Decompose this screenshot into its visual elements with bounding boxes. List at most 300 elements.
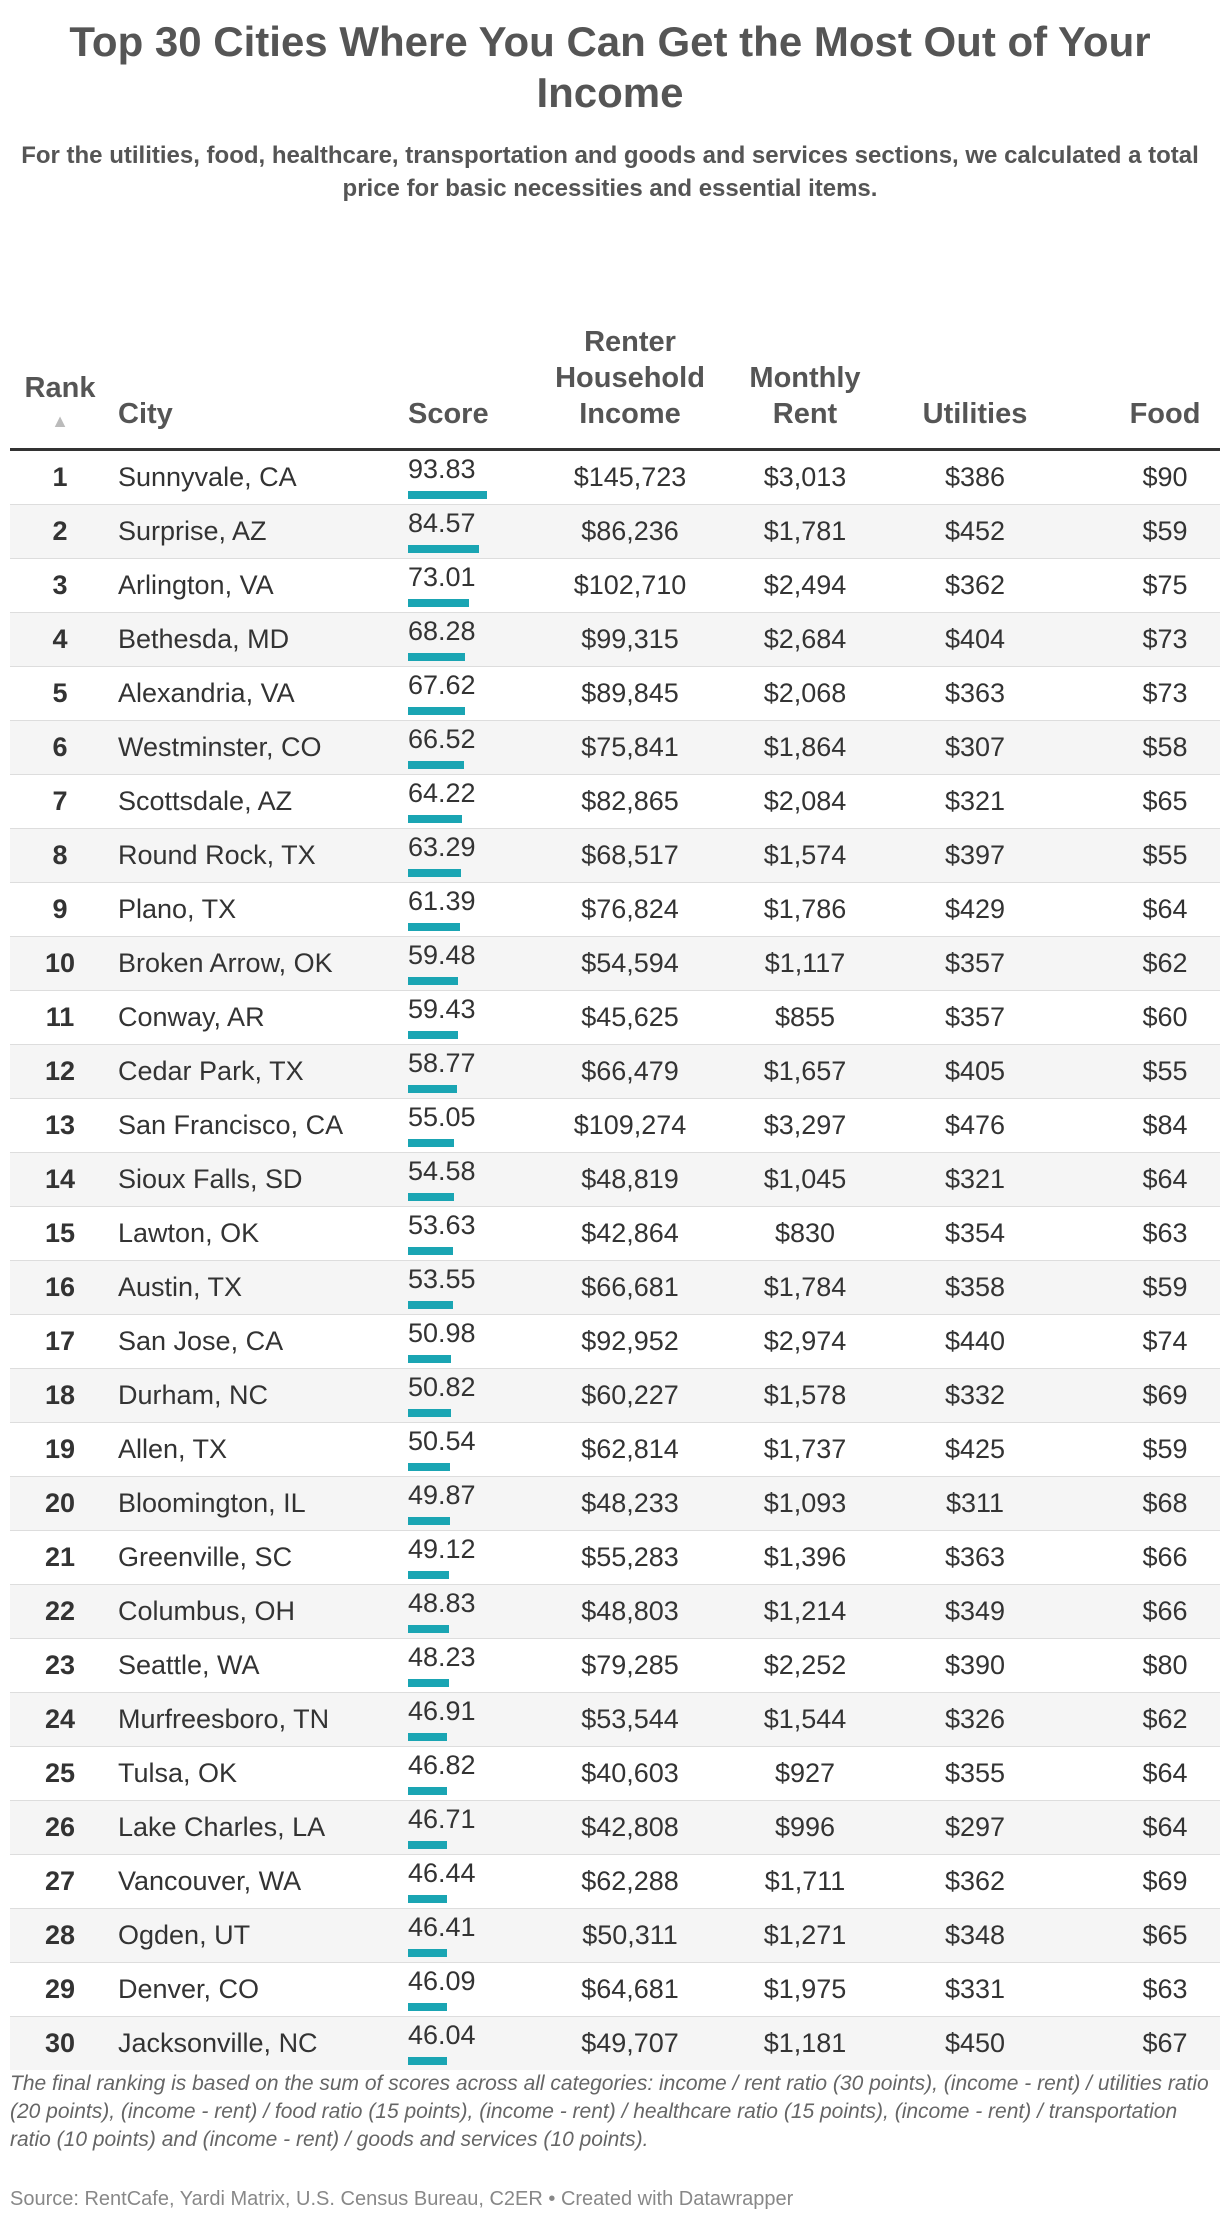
city-cell: Broken Arrow, OK xyxy=(110,937,400,991)
rank-cell: 10 xyxy=(10,937,110,991)
score-cell xyxy=(400,1639,540,1693)
rent-cell: $1,396 xyxy=(720,1531,890,1585)
rent-cell: $1,271 xyxy=(720,1909,890,1963)
rent-cell: $1,786 xyxy=(720,883,890,937)
score-bar xyxy=(408,1733,447,1741)
utilities-cell: $429 xyxy=(890,883,1060,937)
utilities-cell: $425 xyxy=(890,1423,1060,1477)
table-row xyxy=(10,1045,1220,1099)
score-bar xyxy=(408,1085,457,1093)
score-bar xyxy=(408,1409,451,1417)
table-row xyxy=(10,1585,1220,1639)
income-cell: $62,814 xyxy=(540,1423,720,1477)
city-cell: Denver, CO xyxy=(110,1963,400,2017)
rent-cell: $3,297 xyxy=(720,1099,890,1153)
utilities-cell: $331 xyxy=(890,1963,1060,2017)
rank-cell: 14 xyxy=(10,1153,110,1207)
rank-cell: 17 xyxy=(10,1315,110,1369)
food-cell: $73 xyxy=(1060,667,1220,721)
table-row xyxy=(10,667,1220,721)
score-cell xyxy=(400,1585,540,1639)
income-cell: $92,952 xyxy=(540,1315,720,1369)
rent-cell: $927 xyxy=(720,1747,890,1801)
rank-cell: 12 xyxy=(10,1045,110,1099)
income-cell: $42,864 xyxy=(540,1207,720,1261)
utilities-cell: $311 xyxy=(890,1477,1060,1531)
city-cell: Allen, TX xyxy=(110,1423,400,1477)
rank-cell: 5 xyxy=(10,667,110,721)
table-row xyxy=(10,1801,1220,1855)
score-bar xyxy=(408,1355,451,1363)
score-cell xyxy=(400,883,540,937)
utilities-cell: $326 xyxy=(890,1693,1060,1747)
rank-cell: 15 xyxy=(10,1207,110,1261)
food-cell: $69 xyxy=(1060,1855,1220,1909)
score-cell xyxy=(400,1045,540,1099)
score-bar xyxy=(408,869,461,877)
column-header-city[interactable]: City xyxy=(110,300,400,450)
city-cell: Cedar Park, TX xyxy=(110,1045,400,1099)
score-cell xyxy=(400,1909,540,1963)
food-cell: $75 xyxy=(1060,559,1220,613)
score-value: 49.87 xyxy=(408,1480,476,1510)
income-cell: $48,819 xyxy=(540,1153,720,1207)
score-value: 59.43 xyxy=(408,994,476,1024)
rent-cell: $1,578 xyxy=(720,1369,890,1423)
city-cell: Seattle, WA xyxy=(110,1639,400,1693)
score-bar xyxy=(408,653,465,661)
city-cell: Plano, TX xyxy=(110,883,400,937)
score-value: 55.05 xyxy=(408,1102,476,1132)
score-bar xyxy=(408,1247,453,1255)
food-cell: $66 xyxy=(1060,1531,1220,1585)
food-cell: $55 xyxy=(1060,1045,1220,1099)
score-value: 67.62 xyxy=(408,670,476,700)
utilities-cell: $355 xyxy=(890,1747,1060,1801)
income-cell: $82,865 xyxy=(540,775,720,829)
rank-cell: 30 xyxy=(10,2017,110,2071)
rank-cell: 21 xyxy=(10,1531,110,1585)
food-cell: $73 xyxy=(1060,613,1220,667)
rent-cell: $2,068 xyxy=(720,667,890,721)
score-value: 50.54 xyxy=(408,1426,476,1456)
table-row xyxy=(10,1531,1220,1585)
score-value: 49.12 xyxy=(408,1534,476,1564)
rank-cell: 4 xyxy=(10,613,110,667)
rent-cell: $1,544 xyxy=(720,1693,890,1747)
rank-cell: 22 xyxy=(10,1585,110,1639)
food-cell: $62 xyxy=(1060,937,1220,991)
rent-cell: $1,781 xyxy=(720,505,890,559)
city-cell: San Francisco, CA xyxy=(110,1099,400,1153)
table-row xyxy=(10,2017,1220,2071)
income-cell: $68,517 xyxy=(540,829,720,883)
utilities-cell: $363 xyxy=(890,667,1060,721)
score-bar xyxy=(408,1895,447,1903)
rent-cell: $3,013 xyxy=(720,450,890,505)
food-cell: $67 xyxy=(1060,2017,1220,2071)
score-value: 53.63 xyxy=(408,1210,476,1240)
food-cell: $65 xyxy=(1060,775,1220,829)
utilities-cell: $321 xyxy=(890,1153,1060,1207)
score-value: 68.28 xyxy=(408,616,476,646)
column-header-income[interactable]: Renter Household Income xyxy=(540,300,720,450)
income-cell: $48,233 xyxy=(540,1477,720,1531)
score-bar xyxy=(408,1949,447,1957)
food-cell: $66 xyxy=(1060,1585,1220,1639)
utilities-cell: $362 xyxy=(890,1855,1060,1909)
income-cell: $86,236 xyxy=(540,505,720,559)
score-cell xyxy=(400,505,540,559)
utilities-cell: $297 xyxy=(890,1801,1060,1855)
rent-cell: $1,093 xyxy=(720,1477,890,1531)
score-cell xyxy=(400,775,540,829)
table-row xyxy=(10,1963,1220,2017)
score-bar xyxy=(408,1787,447,1795)
rank-cell: 9 xyxy=(10,883,110,937)
score-bar xyxy=(408,1193,454,1201)
income-cell: $64,681 xyxy=(540,1963,720,2017)
table-row xyxy=(10,937,1220,991)
rent-cell: $2,084 xyxy=(720,775,890,829)
food-cell: $84 xyxy=(1060,1099,1220,1153)
score-value: 64.22 xyxy=(408,778,476,808)
table-row xyxy=(10,1747,1220,1801)
rent-cell: $1,864 xyxy=(720,721,890,775)
score-bar xyxy=(408,545,479,553)
utilities-cell: $386 xyxy=(890,450,1060,505)
city-cell: Scottsdale, AZ xyxy=(110,775,400,829)
score-bar xyxy=(408,707,465,715)
rank-cell: 7 xyxy=(10,775,110,829)
table-row xyxy=(10,1855,1220,1909)
city-cell: Lake Charles, LA xyxy=(110,1801,400,1855)
score-bar xyxy=(408,1841,447,1849)
income-cell: $54,594 xyxy=(540,937,720,991)
score-cell xyxy=(400,1693,540,1747)
utilities-cell: $404 xyxy=(890,613,1060,667)
utilities-cell: $348 xyxy=(890,1909,1060,1963)
score-value: 48.23 xyxy=(408,1642,476,1672)
rank-cell: 25 xyxy=(10,1747,110,1801)
score-cell xyxy=(400,1207,540,1261)
city-cell: Lawton, OK xyxy=(110,1207,400,1261)
rank-cell: 2 xyxy=(10,505,110,559)
table-row xyxy=(10,1639,1220,1693)
food-cell: $59 xyxy=(1060,1423,1220,1477)
food-cell: $62 xyxy=(1060,1693,1220,1747)
utilities-cell: $358 xyxy=(890,1261,1060,1315)
score-cell xyxy=(400,1099,540,1153)
score-bar xyxy=(408,977,458,985)
rent-cell: $1,975 xyxy=(720,1963,890,2017)
column-header-score[interactable]: Score xyxy=(400,300,540,450)
table-row xyxy=(10,721,1220,775)
rent-cell: $996 xyxy=(720,1801,890,1855)
city-cell: Sioux Falls, SD xyxy=(110,1153,400,1207)
city-cell: Bloomington, IL xyxy=(110,1477,400,1531)
table-row xyxy=(10,1153,1220,1207)
utilities-cell: $397 xyxy=(890,829,1060,883)
rent-cell: $1,711 xyxy=(720,1855,890,1909)
food-cell: $58 xyxy=(1060,721,1220,775)
food-cell: $59 xyxy=(1060,505,1220,559)
city-cell: Surprise, AZ xyxy=(110,505,400,559)
utilities-cell: $390 xyxy=(890,1639,1060,1693)
score-cell xyxy=(400,450,540,505)
rent-cell: $1,117 xyxy=(720,937,890,991)
score-bar xyxy=(408,1625,449,1633)
income-cell: $62,288 xyxy=(540,1855,720,1909)
rank-cell: 26 xyxy=(10,1801,110,1855)
rent-cell: $1,737 xyxy=(720,1423,890,1477)
rent-cell: $830 xyxy=(720,1207,890,1261)
utilities-cell: $476 xyxy=(890,1099,1060,1153)
utilities-cell: $450 xyxy=(890,2017,1060,2071)
income-cell: $45,625 xyxy=(540,991,720,1045)
score-value: 50.98 xyxy=(408,1318,476,1348)
city-cell: Austin, TX xyxy=(110,1261,400,1315)
score-cell xyxy=(400,1477,540,1531)
score-cell xyxy=(400,1315,540,1369)
income-cell: $49,707 xyxy=(540,2017,720,2071)
rank-cell: 19 xyxy=(10,1423,110,1477)
score-cell xyxy=(400,1531,540,1585)
rent-cell: $1,657 xyxy=(720,1045,890,1099)
ranking-table xyxy=(10,300,1220,2070)
income-cell: $99,315 xyxy=(540,613,720,667)
food-cell: $68 xyxy=(1060,1477,1220,1531)
table-row xyxy=(10,883,1220,937)
utilities-cell: $363 xyxy=(890,1531,1060,1585)
table-row xyxy=(10,1909,1220,1963)
score-cell xyxy=(400,559,540,613)
rent-cell: $1,045 xyxy=(720,1153,890,1207)
header-row xyxy=(10,300,1220,450)
income-cell: $42,808 xyxy=(540,1801,720,1855)
score-value: 46.82 xyxy=(408,1750,476,1780)
income-cell: $50,311 xyxy=(540,1909,720,1963)
table-row xyxy=(10,991,1220,1045)
income-cell: $89,845 xyxy=(540,667,720,721)
rent-cell: $2,974 xyxy=(720,1315,890,1369)
score-value: 54.58 xyxy=(408,1156,476,1186)
city-cell: Conway, AR xyxy=(110,991,400,1045)
page-subtitle: For the utilities, food, healthcare, transportation and goods and services sections, we calculated a total price for basic necessities and essential items. xyxy=(21,142,1199,202)
score-cell xyxy=(400,1801,540,1855)
utilities-cell: $452 xyxy=(890,505,1060,559)
header-label-rank: Rank xyxy=(24,372,96,404)
score-bar xyxy=(408,1031,458,1039)
table-row xyxy=(10,1315,1220,1369)
food-cell: $69 xyxy=(1060,1369,1220,1423)
table-row xyxy=(10,1207,1220,1261)
utilities-cell: $440 xyxy=(890,1315,1060,1369)
table-row xyxy=(10,505,1220,559)
rank-cell: 27 xyxy=(10,1855,110,1909)
score-value: 61.39 xyxy=(408,886,476,916)
food-cell: $74 xyxy=(1060,1315,1220,1369)
score-value: 93.83 xyxy=(408,454,476,484)
source-credit: Source: RentCafe, Yardi Matrix, U.S. Census Bureau, C2ER • Created with Datawrapper xyxy=(10,2188,794,2210)
rank-cell: 11 xyxy=(10,991,110,1045)
income-cell: $79,285 xyxy=(540,1639,720,1693)
table-row xyxy=(10,1423,1220,1477)
income-cell: $53,544 xyxy=(540,1693,720,1747)
score-bar xyxy=(408,1679,449,1687)
city-cell: Columbus, OH xyxy=(110,1585,400,1639)
score-value: 73.01 xyxy=(408,562,476,592)
score-cell xyxy=(400,1855,540,1909)
table-row xyxy=(10,775,1220,829)
rank-cell: 23 xyxy=(10,1639,110,1693)
food-cell: $65 xyxy=(1060,1909,1220,1963)
rent-cell: $855 xyxy=(720,991,890,1045)
score-value: 46.41 xyxy=(408,1912,476,1942)
score-cell xyxy=(400,1369,540,1423)
rank-cell: 3 xyxy=(10,559,110,613)
rank-cell: 1 xyxy=(10,450,110,505)
utilities-cell: $362 xyxy=(890,559,1060,613)
income-cell: $66,681 xyxy=(540,1261,720,1315)
utilities-cell: $307 xyxy=(890,721,1060,775)
food-cell: $63 xyxy=(1060,1207,1220,1261)
score-cell xyxy=(400,1963,540,2017)
score-cell xyxy=(400,1747,540,1801)
utilities-cell: $357 xyxy=(890,991,1060,1045)
table-row xyxy=(10,1477,1220,1531)
score-value: 58.77 xyxy=(408,1048,476,1078)
score-cell xyxy=(400,721,540,775)
score-bar xyxy=(408,2057,447,2065)
rent-cell: $1,574 xyxy=(720,829,890,883)
utilities-cell: $405 xyxy=(890,1045,1060,1099)
city-cell: Bethesda, MD xyxy=(110,613,400,667)
food-cell: $60 xyxy=(1060,991,1220,1045)
table-row xyxy=(10,450,1220,505)
rank-cell: 29 xyxy=(10,1963,110,2017)
utilities-cell: $357 xyxy=(890,937,1060,991)
city-cell: Westminster, CO xyxy=(110,721,400,775)
food-cell: $55 xyxy=(1060,829,1220,883)
rank-cell: 24 xyxy=(10,1693,110,1747)
score-cell xyxy=(400,1423,540,1477)
city-cell: San Jose, CA xyxy=(110,1315,400,1369)
rank-cell: 13 xyxy=(10,1099,110,1153)
income-cell: $40,603 xyxy=(540,1747,720,1801)
sort-ascending-icon: ▲ xyxy=(51,411,69,431)
income-cell: $145,723 xyxy=(540,450,720,505)
score-bar xyxy=(408,491,487,499)
score-value: 84.57 xyxy=(408,508,476,538)
income-cell: $60,227 xyxy=(540,1369,720,1423)
score-value: 50.82 xyxy=(408,1372,476,1402)
column-header-food[interactable]: Food xyxy=(1060,300,1220,450)
utilities-cell: $332 xyxy=(890,1369,1060,1423)
table-row xyxy=(10,1693,1220,1747)
table-row xyxy=(10,559,1220,613)
page-title: Top 30 Cities Where You Can Get the Most Out of Your Income xyxy=(69,18,1151,116)
score-value: 66.52 xyxy=(408,724,476,754)
rank-cell: 20 xyxy=(10,1477,110,1531)
column-header-rank[interactable] xyxy=(10,300,110,450)
rank-cell: 16 xyxy=(10,1261,110,1315)
column-header-rent[interactable]: Monthly Rent xyxy=(720,300,890,450)
score-bar xyxy=(408,1571,449,1579)
score-cell xyxy=(400,991,540,1045)
score-cell xyxy=(400,1153,540,1207)
score-bar xyxy=(408,599,469,607)
score-value: 46.71 xyxy=(408,1804,476,1834)
city-cell: Ogden, UT xyxy=(110,1909,400,1963)
city-cell: Murfreesboro, TN xyxy=(110,1693,400,1747)
score-value: 63.29 xyxy=(408,832,476,862)
city-cell: Vancouver, WA xyxy=(110,1855,400,1909)
table-row xyxy=(10,829,1220,883)
city-cell: Sunnyvale, CA xyxy=(110,450,400,505)
food-cell: $80 xyxy=(1060,1639,1220,1693)
table-container[interactable] xyxy=(10,300,1220,2070)
income-cell: $48,803 xyxy=(540,1585,720,1639)
city-cell: Durham, NC xyxy=(110,1369,400,1423)
score-bar xyxy=(408,1517,450,1525)
score-cell xyxy=(400,2017,540,2071)
score-bar xyxy=(408,1301,453,1309)
rank-cell: 8 xyxy=(10,829,110,883)
table-row xyxy=(10,613,1220,667)
city-cell: Alexandria, VA xyxy=(110,667,400,721)
score-value: 46.91 xyxy=(408,1696,476,1726)
score-bar xyxy=(408,923,460,931)
food-cell: $64 xyxy=(1060,883,1220,937)
rent-cell: $2,494 xyxy=(720,559,890,613)
score-value: 59.48 xyxy=(408,940,476,970)
rank-cell: 28 xyxy=(10,1909,110,1963)
score-value: 46.44 xyxy=(408,1858,476,1888)
rent-cell: $1,784 xyxy=(720,1261,890,1315)
city-cell: Arlington, VA xyxy=(110,559,400,613)
rent-cell: $2,252 xyxy=(720,1639,890,1693)
income-cell: $76,824 xyxy=(540,883,720,937)
score-bar xyxy=(408,2003,447,2011)
rent-cell: $2,684 xyxy=(720,613,890,667)
methodology-note: The final ranking is based on the sum of scores across all categories: income / rent ratio (30 points), (income - rent) / utilities ratio (20 points), (income - rent) / food ratio (15 points), (income - rent) / healthcare ratio (15 points), (income - rent) / transportation ratio (10 points) and (income - rent) / goods and services (10 points). xyxy=(10,2072,1209,2151)
score-bar xyxy=(408,815,462,823)
utilities-cell: $321 xyxy=(890,775,1060,829)
city-cell: Greenville, SC xyxy=(110,1531,400,1585)
utilities-cell: $349 xyxy=(890,1585,1060,1639)
utilities-cell: $354 xyxy=(890,1207,1060,1261)
score-value: 53.55 xyxy=(408,1264,476,1294)
rank-cell: 18 xyxy=(10,1369,110,1423)
score-bar xyxy=(408,761,464,769)
rent-cell: $1,181 xyxy=(720,2017,890,2071)
city-cell: Tulsa, OK xyxy=(110,1747,400,1801)
rank-cell: 6 xyxy=(10,721,110,775)
score-cell xyxy=(400,937,540,991)
food-cell: $64 xyxy=(1060,1801,1220,1855)
column-header-utilities[interactable]: Utilities xyxy=(890,300,1060,450)
score-cell xyxy=(400,667,540,721)
rent-cell: $1,214 xyxy=(720,1585,890,1639)
income-cell: $75,841 xyxy=(540,721,720,775)
food-cell: $63 xyxy=(1060,1963,1220,2017)
score-bar xyxy=(408,1463,450,1471)
food-cell: $64 xyxy=(1060,1153,1220,1207)
income-cell: $102,710 xyxy=(540,559,720,613)
city-cell: Jacksonville, NC xyxy=(110,2017,400,2071)
table-row xyxy=(10,1261,1220,1315)
